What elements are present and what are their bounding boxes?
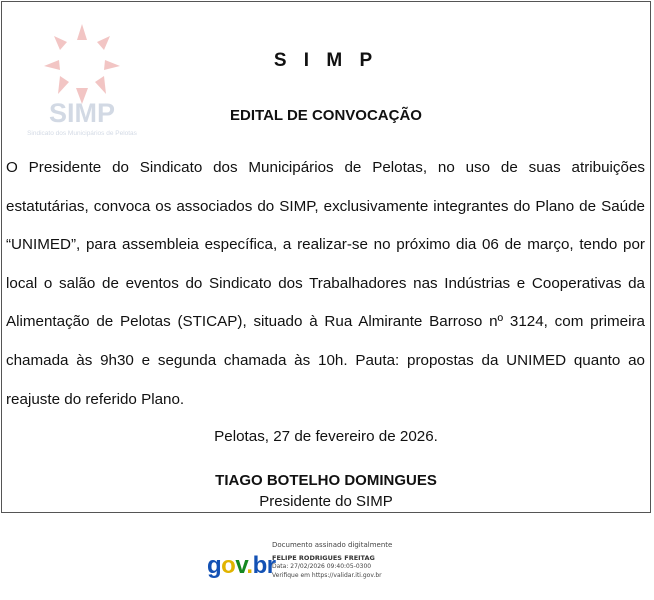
simp-logo-watermark	[26, 14, 138, 146]
govbr-letter-r: r	[266, 552, 276, 579]
stamp-text	[272, 541, 392, 580]
logo-subtitle: Sindicato dos Municipários de Pelotas	[27, 130, 137, 137]
govbr-dot: .	[246, 552, 253, 579]
govbr-logo	[207, 553, 276, 579]
signer-role: Presidente do SIMP	[259, 493, 393, 510]
govbr-letter-v: v	[235, 552, 247, 579]
stamp-signer: FELIPE RODRIGUES FREITAG	[272, 554, 375, 562]
stamp-caption: Documento assinado digitalmente	[272, 541, 393, 549]
notice-body: O Presidente do Sindicato dos Municipários de Pelotas, no uso de suas atribuições estatutárias, convoca os associados do SIMP, exclusivamente integrantes do Plano de Saúde “UNIMED”, para assembleia específica, a realizar-se no próximo dia 06 de março, tendo por local o salão de eventos do Sindicato dos Trabalhadores nas Indústrias e Cooperativas da Alimentação de Pelotas (STICAP), situado à Rua Almirante Barroso nº 3124, com primeira chamada às 9h30 e segunda chamada às 10h. Pauta: propostas da UNIMED quanto ao reajuste do referido Plano.	[6, 159, 645, 408]
stamp-verify-link: Verifique em https://validar.iti.gov.br	[272, 572, 382, 579]
notice-title: EDITAL DE CONVOCAÇÃO	[230, 107, 422, 124]
digital-signature-stamp	[203, 538, 429, 594]
govbr-letter-g: g	[207, 552, 222, 579]
govbr-letter-o: o	[221, 552, 236, 579]
stamp-date: Data: 27/02/2026 09:40:05-0300	[272, 563, 372, 570]
logo-wordmark: SIMP	[48, 98, 116, 128]
org-title: S I M P	[273, 50, 379, 71]
notice-box	[1, 1, 651, 513]
date-line: Pelotas, 27 de fevereiro de 2026.	[214, 428, 438, 445]
govbr-letter-b: b	[252, 552, 267, 579]
signer-name: TIAGO BOTELHO DOMINGUES	[215, 472, 437, 489]
